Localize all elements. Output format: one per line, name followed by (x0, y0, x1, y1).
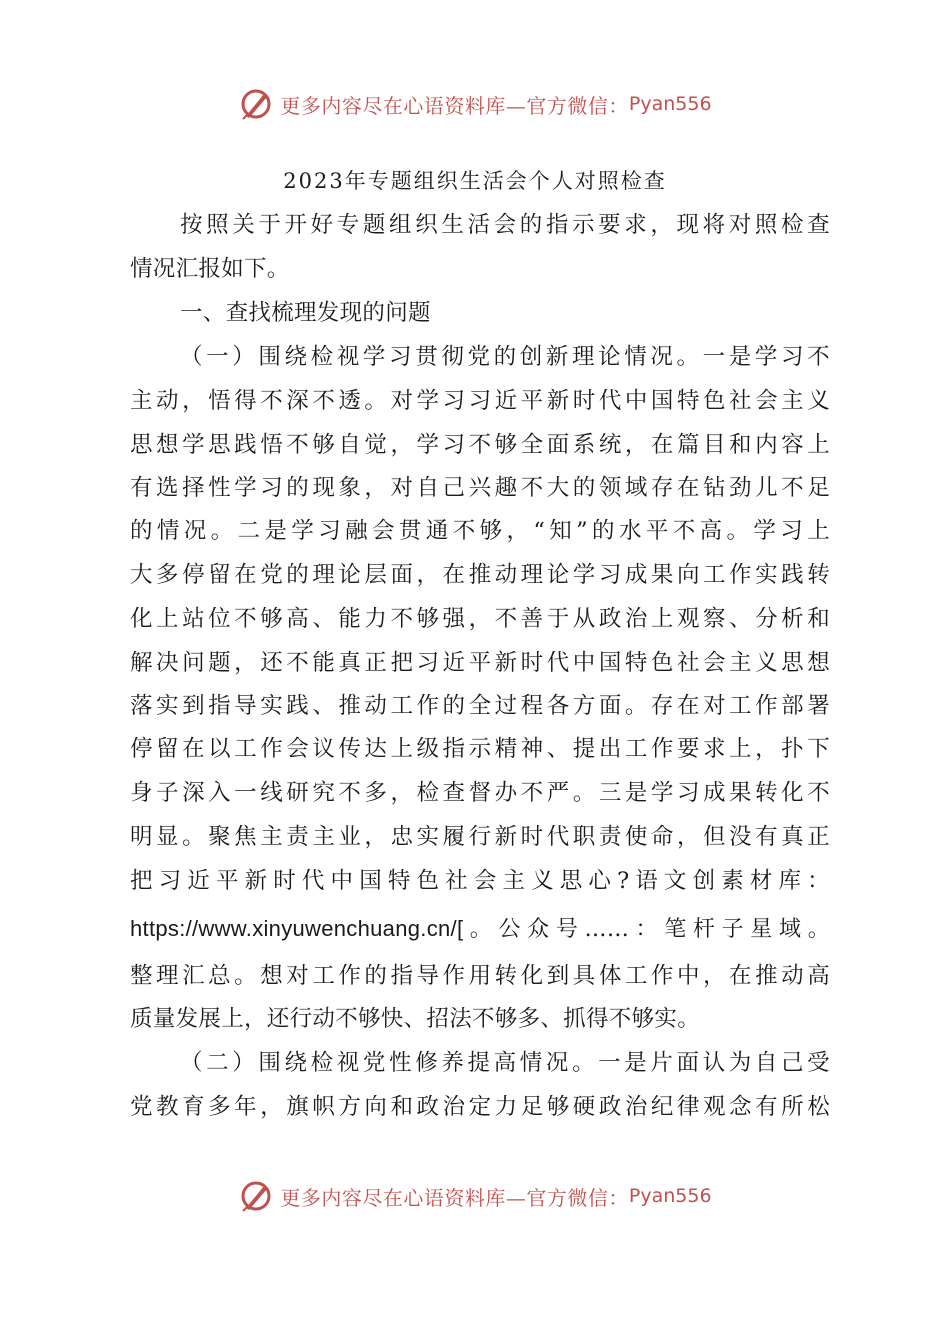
paragraph-line-url (130, 907, 830, 951)
paragraph-line: 明显。聚焦主责主业，忠实履行新时代职责使命，但没有真正 (130, 824, 830, 850)
paragraph-line: 解决问题，还不能真正把习近平新时代中国特色社会主义思想 (130, 650, 830, 676)
paragraph-line: 身子深入一线研究不多，检查督办不严。三是学习成果转化不 (130, 780, 830, 806)
url-line-rest: 。公众号……：笔杆子星域。 (463, 917, 830, 942)
paragraph-line: 停留在以工作会议传达上级指示精神、提出工作要求上，扑下 (130, 736, 830, 762)
section-heading: 一、查找梳理发现的问题 (180, 300, 431, 326)
paragraph-line: 按照关于开好专题组织生活会的指示要求，现将对照检查 (180, 212, 830, 238)
paragraph-line: 主动，悟得不深不透。对学习习近平新时代中国特色社会主义 (130, 388, 830, 414)
paragraph-line: 情况汇报如下。 (130, 256, 290, 282)
paragraph-line: 思想学思践悟不够自觉，学习不够全面系统，在篇目和内容上 (130, 432, 830, 458)
quill-logo-icon (238, 1178, 274, 1214)
watermark-banner-top (0, 84, 950, 124)
section-heading: （二）围绕检视党性修养提高情况。一是片面认为自己受 (180, 1050, 830, 1076)
watermark-banner-bottom (0, 1176, 950, 1216)
paragraph-line: 的情况。二是学习融会贯通不够，“知”的水平不高。学习上 (130, 518, 830, 544)
paragraph-line: 有选择性学习的现象，对自己兴趣不大的领域存在钻劲儿不足 (130, 475, 830, 501)
watermark-contact: Pyan556 (628, 1185, 712, 1207)
paragraph-line: 质量发展上，还行动不够快、招法不够多、抓得不够实。 (130, 1006, 701, 1032)
document-title: 2023年专题组织生活会个人对照检查 (283, 169, 667, 193)
paragraph-line: （一）围绕检视学习贯彻党的创新理论情况。一是学习不 (180, 344, 830, 370)
paragraph-line: 党教育多年，旗帜方向和政治定力足够硬政治纪律观念有所松 (130, 1094, 830, 1120)
source-url: https://www.xinyuwenchuang.cn/[ (130, 916, 464, 941)
paragraph-line: 化上站位不够高、能力不够强，不善于从政治上观察、分析和 (130, 606, 830, 632)
paragraph-line: 落实到指导实践、推动工作的全过程各方面。存在对工作部署 (130, 693, 830, 719)
quill-logo-icon (238, 86, 274, 122)
watermark-contact: Pyan556 (628, 93, 712, 115)
watermark-text: 更多内容尽在心语资料库—官方微信： (280, 1185, 629, 1210)
paragraph-line: 大多停留在党的理论层面，在推动理论学习成果向工作实践转 (130, 562, 830, 588)
paragraph-line: 整理汇总。想对工作的指导作用转化到具体工作中，在推动高 (130, 963, 830, 989)
watermark-text: 更多内容尽在心语资料库—官方微信： (280, 93, 629, 118)
paragraph-line: 把习近平新时代中国特色社会主义思心?语文创素材库： (130, 868, 830, 894)
